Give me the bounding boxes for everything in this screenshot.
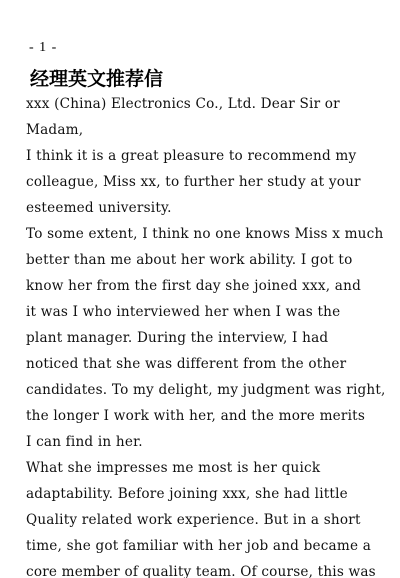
text-line: Quality related work experience. But in a short xyxy=(26,512,361,528)
text-line: colleague, Miss xx, to further her study at your xyxy=(26,174,361,190)
text-line: I can find in her. xyxy=(26,434,143,450)
text-line: What she impresses me most is her quick xyxy=(26,460,321,476)
text-line: better than me about her work ability. I got to xyxy=(26,252,353,268)
text-line: xxx (China) Electronics Co., Ltd. Dear Sir or xyxy=(26,96,340,112)
text-line: noticed that she was different from the other xyxy=(26,356,347,372)
text-line: I think it is a great pleasure to recommend my xyxy=(26,148,357,164)
text-line: esteemed university. xyxy=(26,200,172,216)
text-line: it was I who interviewed her when I was the xyxy=(26,304,341,320)
text-line: candidates. To my delight, my judgment was right, xyxy=(26,382,386,398)
letter-body xyxy=(26,91,386,578)
text-line: the longer I work with her, and the more merits xyxy=(26,408,365,424)
text-line: adaptability. Before joining xxx, she had little xyxy=(26,486,348,502)
text-line: know her from the first day she joined xxx, and xyxy=(26,278,361,294)
text-line: Madam, xyxy=(26,122,84,138)
document-title: 经理英文推荐信 xyxy=(30,68,164,90)
text-line: time, she got familiar with her job and became a xyxy=(26,538,372,554)
text-line: core member of quality team. Of course, this was xyxy=(26,564,376,578)
page-number: - 1 - xyxy=(29,40,58,55)
text-line: plant manager. During the interview, I had xyxy=(26,330,329,346)
text-line: To some extent, I think no one knows Miss x much xyxy=(26,226,384,242)
